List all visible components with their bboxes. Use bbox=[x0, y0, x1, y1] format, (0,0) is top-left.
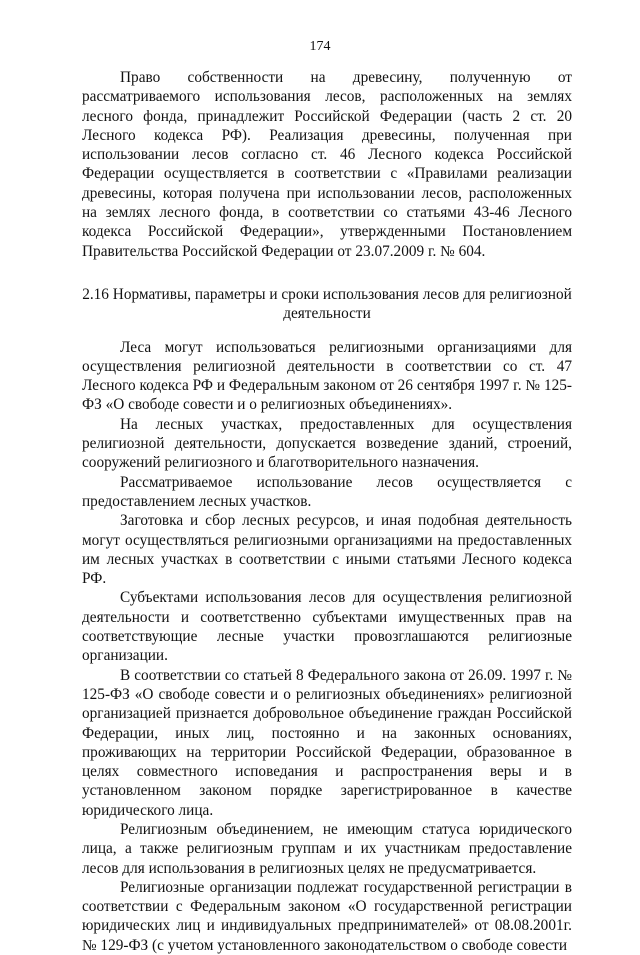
body-paragraph: Леса могут использоваться религиозными организациями для осуществления религиозной деятельности в соответствии со ст. 47 Лесного кодекса РФ и Федеральным законом от 26 сентября 1997 г. № 125-ФЗ «О свободе совести и о религиозных объединениях». bbox=[82, 338, 572, 414]
body-paragraph: Религиозные организации подлежат государственной регистрации в соответствии с Федеральным законом «О государственной регистрации юридических лиц и индивидуальных предпринимателей» от 08.08.2001г. № 129-ФЗ (с учетом установленного законодательством о свободе совести bbox=[82, 878, 572, 954]
body-paragraph: В соответствии со статьей 8 Федерального закона от 26.09. 1997 г. № 125-ФЗ «О свободе совести и о религиозных объединениях» религиозной организацией признается добровольное объединение граждан Российской Федерации, иных лиц, постоянно и на законных основаниях, проживающих на территории Российской Федерации, образованное в целях совместного исповедания и распространения веры и в установленном законом порядке зарегистрированное в качестве юридического лица. bbox=[82, 666, 572, 819]
body-paragraph: Субъектами использования лесов для осуществления религиозной деятельности и соответственно субъектами имущественных прав на соответствующие лесные участки провозглашаются религиозные организации. bbox=[82, 589, 572, 665]
body-paragraph: Рассматриваемое использование лесов осуществляется с предоставлением лесных участков. bbox=[82, 473, 572, 510]
body-paragraph: На лесных участках, предоставленных для осуществления религиозной деятельности, допускается возведение зданий, строений, сооружений религиозного и благотворительного назначения. bbox=[82, 415, 572, 472]
body-paragraph: Религиозным объединением, не имеющим статуса юридического лица, а также религиозным группам и их участникам предоставление лесов для использования в религиозных целях не предусматривается. bbox=[82, 820, 572, 877]
page-body bbox=[82, 68, 572, 955]
body-paragraph: Заготовка и сбор лесных ресурсов, и иная подобная деятельность могут осуществляться религиозными организациями на предоставленных им лесных участках в соответствии с иными статьями Лесного кодекса РФ. bbox=[82, 512, 572, 588]
section-heading: 2.16 Нормативы, параметры и сроки использования лесов для религиозной деятельности bbox=[82, 285, 572, 323]
page-number: 174 bbox=[309, 39, 331, 54]
intro-paragraph: Право собственности на древесину, полученную от рассматриваемого использования лесов, расположенных на землях лесного фонда, принадлежит Российской Федерации (часть 2 ст. 20 Лесного кодекса РФ). Реализация древесины, полученная при использовании лесов согласно ст. 46 Лесного кодекса Российской Федерации осуществляется в соответствии с «Правилами реализации древесины, которая получена при использовании лесов, расположенных на землях лесного фонда, в соответствии со статьями 43-46 Лесного кодекса Российской Федерации», утвержденными Постановлением Правительства Российской Федерации от 23.07.2009 г. № 604. bbox=[82, 69, 572, 260]
